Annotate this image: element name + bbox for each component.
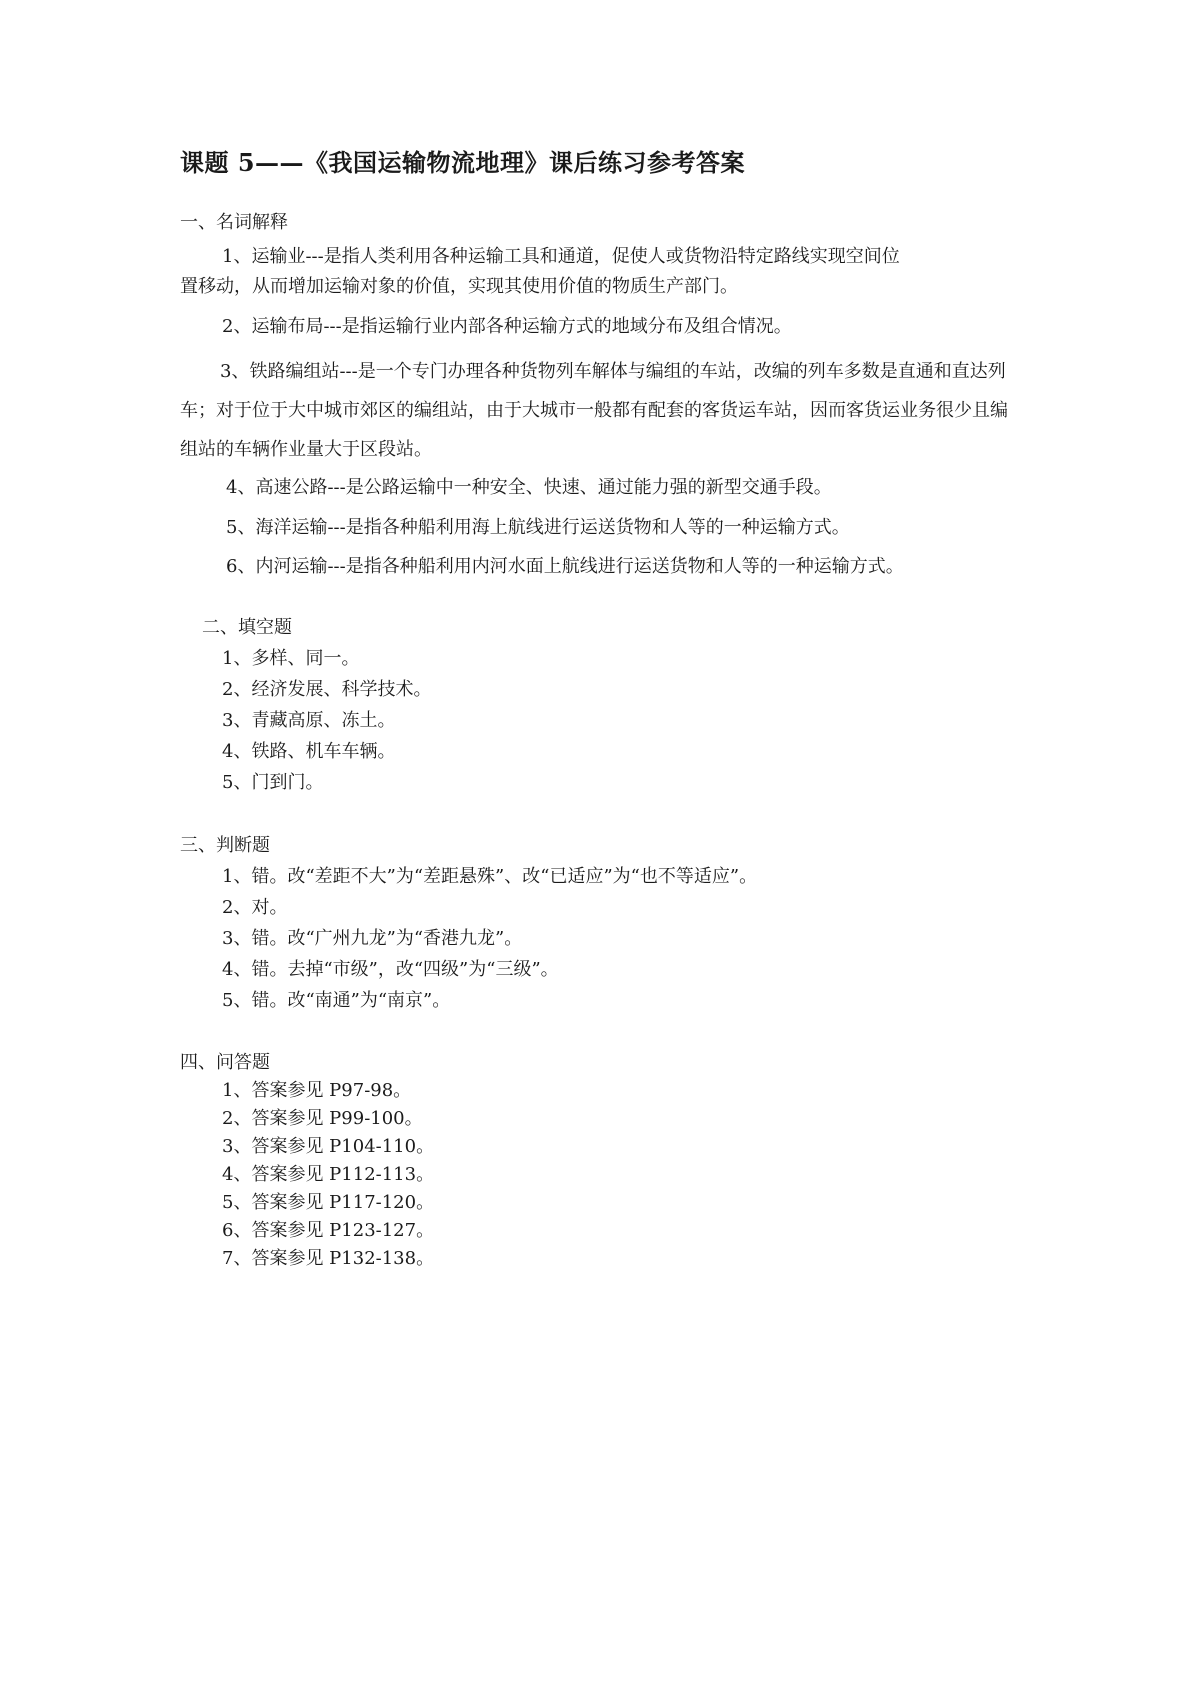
definition-item-5: 5、海洋运输---是指各种船利用海上航线进行运送货物和人等的一种运输方式。: [226, 517, 850, 538]
definition-item-1-line-1: 1、运输业---是指人类利用各种运输工具和通道，促使人或货物沿特定路线实现空间位: [222, 246, 900, 267]
fill-in-item: 5、门到门。: [222, 772, 324, 793]
section-heading-true-false: 三、判断题: [180, 835, 270, 856]
section-heading-fill-in: 二、填空题: [202, 617, 292, 638]
definition-item-3-text: 3、铁路编组站---是一个专门办理各种货物列车解体与编组的车站，改编的列车多数是直通和直达列车；对于位于大中城市郊区的编组站，由于大城市一般都有配套的客货运车站，因而客货运业务很少且编组站的车辆作业量大于区段站。: [180, 361, 1008, 460]
definition-item-6: 6、内河运输---是指各种船利用内河水面上航线进行运送货物和人等的一种运输方式。: [226, 556, 904, 577]
definition-item-4: 4、高速公路---是公路运输中一种安全、快速、通过能力强的新型交通手段。: [226, 477, 832, 498]
fill-in-item: 2、经济发展、科学技术。: [222, 679, 432, 700]
qa-item: 3、答案参见 P104-110。: [222, 1136, 435, 1157]
fill-in-item: 3、青藏高原、冻土。: [222, 710, 396, 731]
qa-item: 7、答案参见 P132-138。: [222, 1248, 435, 1269]
document-title: 课题 5——《我国运输物流地理》课后练习参考答案: [180, 148, 746, 177]
fill-in-item: 4、铁路、机车车辆。: [222, 741, 396, 762]
section-heading-qa: 四、问答题: [180, 1052, 270, 1073]
true-false-item: 4、错。去掉“市级”，改“四级”为“三级”。: [222, 959, 559, 980]
section-heading-definitions: 一、名词解释: [180, 212, 288, 233]
qa-item: 6、答案参见 P123-127。: [222, 1220, 435, 1241]
definition-item-3: [180, 352, 1020, 469]
true-false-item: 3、错。改“广州九龙”为“香港九龙”。: [222, 928, 523, 949]
definition-item-1-line-2: 置移动，从而增加运输对象的价值，实现其使用价值的物质生产部门。: [180, 276, 738, 297]
qa-item: 4、答案参见 P112-113。: [222, 1164, 435, 1185]
qa-item: 2、答案参见 P99-100。: [222, 1108, 423, 1129]
fill-in-item: 1、多样、同一。: [222, 648, 360, 669]
true-false-item: 2、对。: [222, 897, 288, 918]
qa-item: 1、答案参见 P97-98。: [222, 1080, 412, 1101]
true-false-item: 1、错。改“差距不大”为“差距悬殊”、改“已适应”为“也不等适应”。: [222, 866, 758, 887]
true-false-item: 5、错。改“南通”为“南京”。: [222, 990, 451, 1011]
definition-item-2: 2、运输布局---是指运输行业内部各种运输方式的地域分布及组合情况。: [222, 316, 792, 337]
qa-item: 5、答案参见 P117-120。: [222, 1192, 435, 1213]
